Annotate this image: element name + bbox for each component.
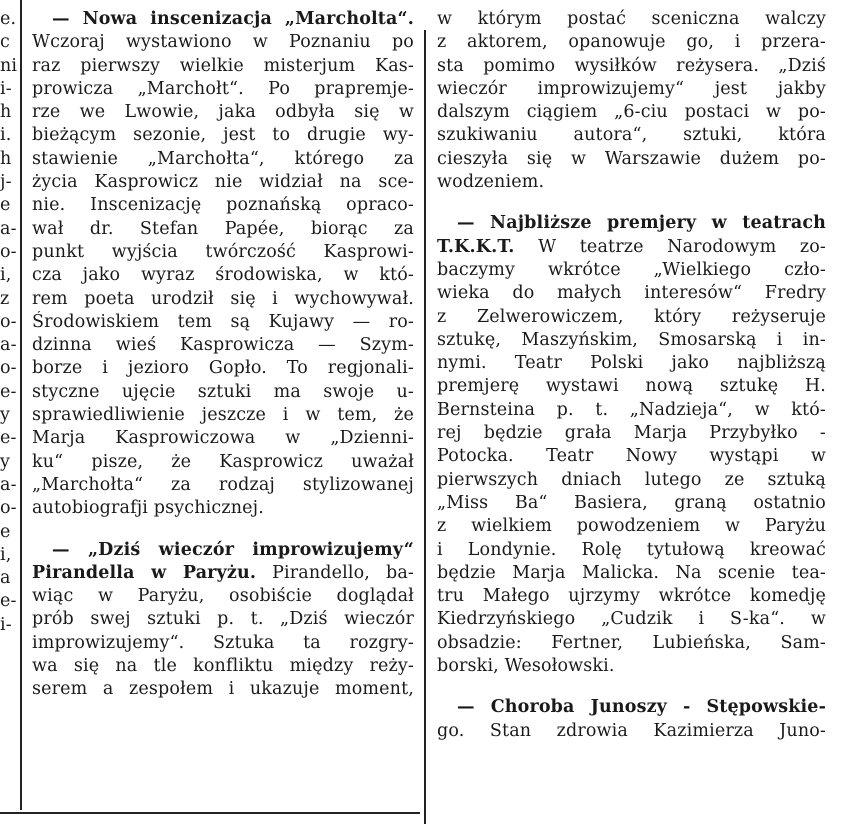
article-text-line: autobiografji psychicznej. (32, 498, 264, 519)
article-text-line: z aktorem, opanowuje go, i przera- (437, 32, 826, 53)
article-text-line: i Londynie. Rolę tytułową kreować (437, 539, 826, 560)
article-text-line: improwizujemy“. Sztuka ta rozgry- (32, 632, 414, 653)
edge-fragment: c (0, 32, 10, 53)
article-text-line: cieszyła się w Warszawie dużem po- (437, 148, 826, 169)
article-text-line: wieka do małych interesów“ Fredry (437, 283, 826, 304)
edge-fragment: i, (0, 544, 12, 565)
article-text-line: ku“ pisze, że Kasprowicz uważał (32, 451, 414, 472)
bold-lead: T.K.K.T. (437, 236, 515, 257)
article-text-line (32, 562, 414, 585)
edge-fragment: i, (0, 265, 12, 286)
news-article (437, 212, 826, 678)
lead-continuation: Pirandello, ba- (256, 562, 414, 583)
news-article (32, 8, 414, 521)
article-headline-line (32, 8, 414, 31)
article-text-line: borski, Wesołowski. (437, 656, 615, 677)
edge-fragment: a- (0, 474, 17, 495)
article-text-line: „Marchołta“ za rodzaj stylizowanej (32, 474, 414, 495)
edge-fragment: e (0, 521, 11, 542)
edge-fragment: y (0, 405, 11, 426)
edge-fragment: o- (0, 358, 17, 379)
edge-fragment: y (0, 451, 11, 472)
article-text-line: Marja Kasprowiczowa w „Dzienni- (32, 428, 414, 449)
article-text-line: serem a zespołem i ukazuje moment, (32, 679, 414, 700)
bold-lead: — Najbliższe premjery w teatrach (457, 213, 826, 234)
edge-fragment: h (0, 102, 12, 123)
article-text-line: premjerę wystawi nową sztukę H. (437, 376, 826, 397)
edge-fragment: e (0, 195, 11, 216)
article-text-line: tru Małego ujrzymy wkrótce komedję (437, 586, 826, 607)
article-text-line: wieczór improwizujemy“ jest jakby (437, 78, 826, 99)
bottom-rule (0, 812, 420, 814)
bold-lead: Pirandella w Paryżu. (32, 562, 257, 583)
edge-fragment: a- (0, 218, 17, 239)
right-text-column (437, 8, 826, 761)
article-text-line: cza jako wyraz środowiska, w któ- (32, 265, 414, 286)
bold-lead: — Nowa inscenizacja „Marcholta“. (52, 9, 414, 29)
edge-fragment: o- (0, 498, 17, 519)
news-article (437, 696, 826, 743)
edge-fragment: a- (0, 335, 17, 356)
article-text-line: bieżącym sezonie, jest to drugie wy- (32, 125, 414, 146)
edge-fragment: e- (0, 428, 17, 449)
article-text-line: wodzeniem. (437, 172, 545, 193)
edge-fragment: a (0, 568, 11, 589)
article-text-line: punkt wyjścia twórczość Kasprowi- (32, 241, 414, 262)
article-text-line: prób swej sztuki p. t. „Dziś wieczór (32, 609, 414, 630)
edge-fragment: i- (0, 614, 12, 635)
article-text-line: sta pomimo wysiłków reżysera. „Dziś (437, 55, 826, 76)
article-text-line: wał dr. Stefan Papée, biorąc za (32, 218, 414, 239)
article-headline-line (32, 539, 414, 562)
article-text-line: dalszym ciągiem „6-ciu postaci w po- (437, 102, 826, 123)
left-text-column (32, 8, 414, 720)
news-article (437, 8, 826, 194)
clipped-edge-column (0, 8, 18, 637)
edge-fragment: e. (0, 9, 17, 29)
article-text-line: pierwszych dniach lutego ze sztuką (437, 469, 826, 490)
edge-fragment: ni (0, 55, 18, 76)
article-text-line: sprawiedliwienie jeszcze i w tem, że (32, 405, 414, 426)
center-column-rule (424, 30, 426, 824)
bold-lead: — „Dziś wieczór improwizujemy“ (52, 539, 414, 560)
edge-fragment: o- (0, 311, 17, 332)
edge-fragment: i. (0, 125, 12, 146)
lead-continuation: W teatrze Narodowym zo- (514, 236, 826, 257)
edge-fragment: e- (0, 381, 17, 402)
article-text-line: baczymy wkrótce „Wielkiego czło- (437, 259, 826, 280)
article-text-line: raz pierwszy wielkie misterjum Kas- (32, 55, 414, 76)
article-text-line: z Zelwerowiczem, który reżyseruje (437, 306, 826, 327)
article-text-line: borze i jezioro Gopło. To regjonali- (32, 358, 414, 379)
article-text-line: w którym postać sceniczna walczy (437, 9, 826, 29)
article-text-line: Bernsteina p. t. „Nadzieja“, w któ- (437, 399, 826, 420)
article-text-line: sztukę, Maszyńskim, Smosarską i in- (437, 329, 826, 350)
article-text-line (437, 236, 826, 259)
article-text-line: Potocka. Teatr Nowy wystąpi w (437, 446, 826, 467)
edge-fragment: o- (0, 241, 17, 262)
left-column-rule (20, 0, 22, 810)
bold-lead: — Choroba Junoszy - Stępowskie- (457, 697, 826, 718)
article-text-line: stawienie „Marchołta“, którego za (32, 148, 414, 169)
article-text-line: nie. Inscenizację poznańską opraco- (32, 195, 414, 216)
article-headline-line (437, 696, 826, 719)
article-text-line: styczne ujęcie sztuki ma swoje u- (32, 381, 414, 402)
edge-fragment: z (0, 288, 10, 309)
article-text-line: dzinna wieś Kasprowicza — Szym- (32, 335, 414, 356)
article-text-line: będzie Marja Malicka. Na scenie tea- (437, 562, 826, 583)
article-text-line: Wczoraj wystawiono w Poznaniu po (32, 32, 414, 53)
article-text-line: rej będzie grała Marja Przybyłko - (437, 423, 826, 444)
edge-fragment: i- (0, 78, 12, 99)
article-text-line: go. Stan zdrowia Kazimierza Juno- (437, 720, 826, 741)
article-text-line: nymi. Teatr Polski jako najbliższą (437, 353, 826, 374)
article-text-line: prowicza „Marchołt“. Po prapremje- (32, 78, 414, 99)
article-text-line: „Miss Ba“ Basiera, graną ostatnio (437, 492, 826, 513)
article-text-line: Kiedrzyńskiego „Cudzik i S-ka“. w (437, 609, 826, 630)
article-text-line: rem poeta urodził się i wychowywał. (32, 288, 414, 309)
article-headline-line (437, 212, 826, 235)
article-text-line: życia Kasprowicz nie widział na sce- (32, 172, 414, 193)
article-text-line: z wielkiem powodzeniem w Paryżu (437, 516, 826, 537)
article-text-line: wiąc w Paryżu, osobiście doglądał (32, 586, 414, 607)
article-text-line: wa się na tle konfliktu między reży- (32, 656, 414, 677)
article-text-line: obsadzie: Fertner, Lubieńska, Sam- (437, 632, 826, 653)
edge-fragment: j- (0, 172, 12, 193)
edge-fragment: h (0, 148, 12, 169)
article-text-line: Środowiskiem tem są Kujawy — ro- (32, 311, 414, 332)
edge-fragment: e- (0, 591, 17, 612)
news-article (32, 539, 414, 702)
article-text-line: szukiwaniu autora“, sztuki, która (437, 125, 826, 146)
article-text-line: rze we Lwowie, jaka odbyła się w (32, 102, 414, 123)
